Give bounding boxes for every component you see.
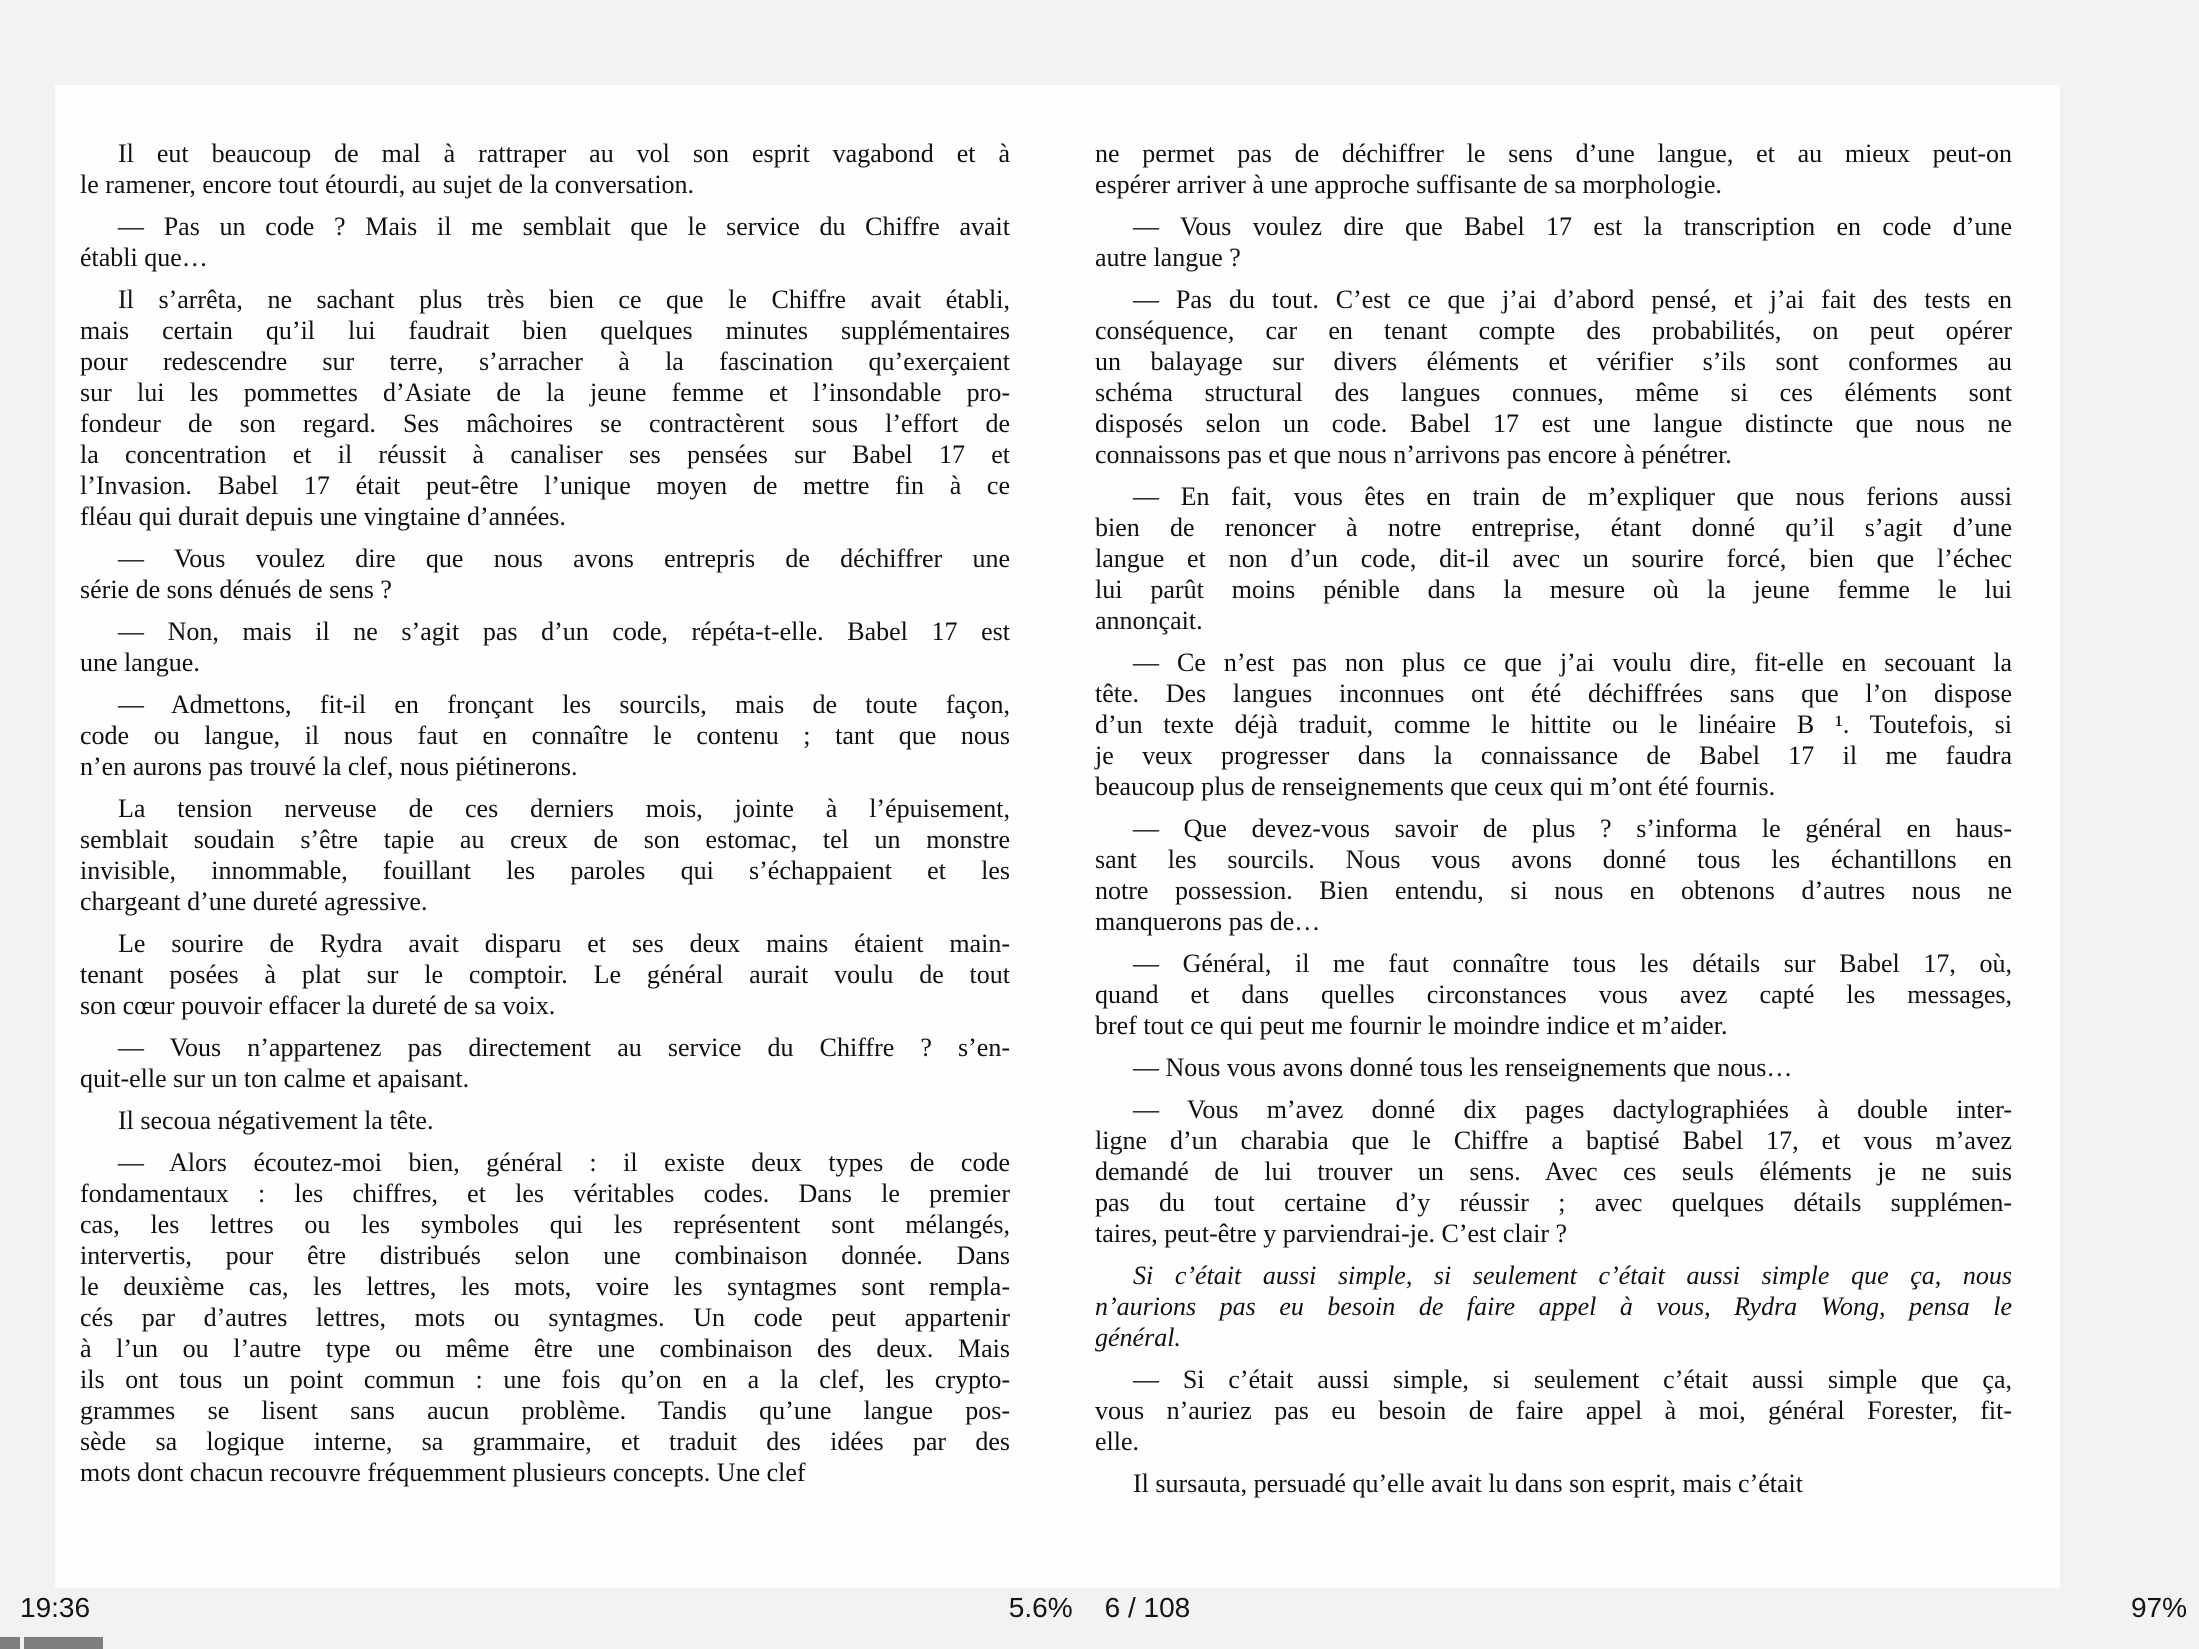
text-line: n’aurions pas eu besoin de faire appel à vous, Rydra Wong, pensa le	[1095, 1292, 2012, 1321]
text-line: d’un texte déjà traduit, comme le hittite ou le linéaire B ¹. Toutefois, si	[1095, 710, 2012, 739]
text-line: série de sons dénués de sens ?	[80, 575, 392, 604]
paragraph	[1095, 1468, 2012, 1499]
paragraph	[80, 1105, 1010, 1136]
paragraph	[1095, 284, 2012, 470]
text-line: la concentration et il réussit à canaliser ses pensées sur Babel 17 et	[80, 440, 1010, 469]
text-line: vous n’auriez pas eu besoin de faire appel à moi, général Forester, fit-	[1095, 1396, 2012, 1425]
page-indicator: 6 / 108	[1104, 1592, 1191, 1623]
text-line: — Pas du tout. C’est ce que j’ai d’abord pensé, et j’ai fait des tests en	[1133, 285, 2012, 314]
paragraph	[80, 284, 1010, 532]
text-line: l’Invasion. Babel 17 était peut-être l’unique moyen de mettre fin à ce	[80, 471, 1010, 500]
text-line: — Vous m’avez donné dix pages dactylographiées à double inter-	[1133, 1095, 2012, 1124]
paragraph	[1095, 211, 2012, 273]
text-line: son cœur pouvoir effacer la dureté de sa voix.	[80, 991, 556, 1020]
text-line: Le sourire de Rydra avait disparu et ses deux mains étaient main-	[118, 929, 1010, 958]
text-line: espérer arriver à une approche suffisante de sa morphologie.	[1095, 170, 1722, 199]
text-line: sant les sourcils. Nous vous avons donné tous les échantillons en	[1095, 845, 2012, 874]
text-line: ne permet pas de déchiffrer le sens d’une langue, et au mieux peut-on	[1095, 139, 2012, 168]
text-line: un balayage sur divers éléments et vérifier s’ils sont conformes au	[1095, 347, 2012, 376]
paragraph	[80, 211, 1010, 273]
paragraph	[1095, 1052, 2012, 1083]
clock-time: 19:36	[20, 1592, 91, 1623]
text-line: beaucoup plus de renseignements que ceux qui m’ont été fournis.	[1095, 772, 1776, 801]
text-line: à l’un ou l’autre type ou même être une combinaison des deux. Mais	[80, 1334, 1010, 1363]
text-line: Il sursauta, persuadé qu’elle avait lu dans son esprit, mais c’était	[1133, 1469, 1804, 1498]
text-line: ils ont tous un point commun : une fois qu’on en a la clef, les crypto-	[80, 1365, 1010, 1394]
paragraph	[80, 1032, 1010, 1094]
text-line: annonçait.	[1095, 606, 1203, 635]
paragraph	[1095, 813, 2012, 937]
text-line: quand et dans quelles circonstances vous avez capté les messages,	[1095, 980, 2012, 1009]
paragraph	[80, 793, 1010, 917]
text-line: pas du tout certaine d’y réussir ; avec quelques détails supplémen-	[1095, 1188, 2012, 1217]
paragraph	[80, 616, 1010, 678]
text-line: autre langue ?	[1095, 243, 1241, 272]
text-line: notre possession. Bien entendu, si nous en obtenons d’autres nous ne	[1095, 876, 2012, 905]
text-line: établi que…	[80, 243, 208, 272]
text-line: — Nous vous avons donné tous les renseignements que nous…	[1133, 1053, 1793, 1082]
text-line: lui parût moins pénible dans la mesure où la jeune femme le lui	[1095, 575, 2012, 604]
text-line: n’en aurons pas trouvé la clef, nous piétinerons.	[80, 752, 578, 781]
left-page-column[interactable]	[80, 138, 1010, 1499]
text-line: le ramener, encore tout étourdi, au sujet de la conversation.	[80, 170, 695, 199]
book-page-spread[interactable]	[55, 85, 2060, 1588]
text-line: grammes se lisent sans aucun problème. Tandis qu’une langue pos-	[80, 1396, 1010, 1425]
right-page-column[interactable]	[1095, 138, 2012, 1510]
paragraph	[1095, 138, 2012, 200]
text-line: langue et non d’un code, dit-il avec un sourire forcé, bien que l’échec	[1095, 544, 2012, 573]
text-line: elle.	[1095, 1427, 1140, 1456]
text-line: manquerons pas de…	[1095, 907, 1321, 936]
paragraph	[1095, 481, 2012, 636]
text-line: chargeant d’une dureté agressive.	[80, 887, 428, 916]
text-line: fléau qui durait depuis une vingtaine d’années.	[80, 502, 566, 531]
text-line: bien de renoncer à notre entreprise, étant donné qu’il s’agit d’une	[1095, 513, 2012, 542]
text-line: — Vous voulez dire que nous avons entrepris de déchiffrer une	[118, 544, 1010, 573]
paragraph	[80, 543, 1010, 605]
text-line: — Que devez-vous savoir de plus ? s’informa le général en haus-	[1133, 814, 2012, 843]
text-line: sède sa logique interne, sa grammaire, et traduit des idées par des	[80, 1427, 1010, 1456]
percent-read: 5.6%	[1008, 1592, 1073, 1623]
paragraph	[1095, 647, 2012, 802]
text-line: — Vous n’appartenez pas directement au service du Chiffre ? s’en-	[118, 1033, 1010, 1062]
paragraph	[80, 1147, 1010, 1488]
text-line: Il s’arrêta, ne sachant plus très bien ce que le Chiffre avait établi,	[118, 285, 1010, 314]
paragraph	[1095, 1364, 2012, 1457]
text-line: invisible, innommable, fouillant les paroles qui s’échappaient et les	[80, 856, 1010, 885]
text-line: — Alors écoutez-moi bien, général : il existe deux types de code	[118, 1148, 1010, 1177]
text-line: — Pas un code ? Mais il me semblait que le service du Chiffre avait	[118, 212, 1010, 241]
paragraph	[80, 138, 1010, 200]
text-line: disposés selon un code. Babel 17 est une langue distincte que nous ne	[1095, 409, 2012, 438]
text-line: fondamentaux : les chiffres, et les véritables codes. Dans le premier	[80, 1179, 1010, 1208]
text-line: — Si c’était aussi simple, si seulement c’était aussi simple que ça,	[1133, 1365, 2012, 1394]
text-line: Il secoua négativement la tête.	[118, 1106, 434, 1135]
text-line: mais certain qu’il lui faudrait bien quelques minutes supplémentaires	[80, 316, 1010, 345]
text-line: taires, peut-être y parviendrai-je. C’est clair ?	[1095, 1219, 1568, 1248]
text-line: tenant posées à plat sur le comptoir. Le général aurait voulu de tout	[80, 960, 1010, 989]
reading-position	[0, 1592, 2199, 1624]
text-line: je veux progresser dans la connaissance de Babel 17 il me faudra	[1095, 741, 2012, 770]
book-progress-bar[interactable]	[0, 1637, 2199, 1649]
text-line: une langue.	[80, 648, 200, 677]
text-line: fondeur de son regard. Ses mâchoires se contractèrent sous l’effort de	[80, 409, 1010, 438]
text-line: ligne d’un charabia que le Chiffre a baptisé Babel 17, et vous m’avez	[1095, 1126, 2012, 1155]
text-line: schéma structural des langues connues, même si ces éléments sont	[1095, 378, 2012, 407]
text-line: intervertis, pour être distribués selon une combinaison donnée. Dans	[80, 1241, 1010, 1270]
paragraph	[80, 928, 1010, 1021]
text-line: — Ce n’est pas non plus ce que j’ai voulu dire, fit-elle en secouant la	[1133, 648, 2012, 677]
text-line: bref tout ce qui peut me fournir le moindre indice et m’aider.	[1095, 1011, 1728, 1040]
text-line: semblait soudain s’être tapie au creux de son estomac, tel un monstre	[80, 825, 1010, 854]
text-line: — Admettons, fit-il en fronçant les sourcils, mais de toute façon,	[118, 690, 1010, 719]
paragraph	[1095, 1094, 2012, 1249]
text-line: cés par d’autres lettres, mots ou syntagmes. Un code peut appartenir	[80, 1303, 1010, 1332]
text-line: conséquence, car en tenant compte des probabilités, on peut opérer	[1095, 316, 2012, 345]
text-line: le deuxième cas, les lettres, les mots, voire les syntagmes sont rempla-	[80, 1272, 1010, 1301]
paragraph	[1095, 1260, 2012, 1353]
text-line: — En fait, vous êtes en train de m’expliquer que nous ferions aussi	[1133, 482, 2012, 511]
text-line: Il eut beaucoup de mal à rattraper au vol son esprit vagabond et à	[118, 139, 1010, 168]
text-line: — Non, mais il ne s’agit pas d’un code, répéta-t-elle. Babel 17 est	[118, 617, 1010, 646]
battery-level: 97%	[2130, 1592, 2187, 1623]
progress-fill	[0, 1637, 103, 1649]
text-line: sur lui les pommettes d’Asiate de la jeune femme et l’insondable pro-	[80, 378, 1010, 407]
paragraph	[80, 689, 1010, 782]
text-line: pour redescendre sur terre, s’arracher à la fascination qu’exerçaient	[80, 347, 1010, 376]
text-line: mots dont chacun recouvre fréquemment plusieurs concepts. Une clef	[80, 1458, 806, 1487]
text-line: Si c’était aussi simple, si seulement c’était aussi simple que ça, nous	[1133, 1261, 2012, 1290]
text-line: quit-elle sur un ton calme et apaisant.	[80, 1064, 470, 1093]
text-line: code ou langue, il nous faut en connaître le contenu ; tant que nous	[80, 721, 1010, 750]
status-bar	[0, 1590, 2199, 1628]
text-line: tête. Des langues inconnues ont été déchiffrées sans que l’on dispose	[1095, 679, 2012, 708]
text-line: demandé de lui trouver un sens. Avec ces seuls éléments je ne suis	[1095, 1157, 2012, 1186]
text-line: — Vous voulez dire que Babel 17 est la transcription en code d’une	[1133, 212, 2012, 241]
text-line: — Général, il me faut connaître tous les détails sur Babel 17, où,	[1133, 949, 2012, 978]
text-line: La tension nerveuse de ces derniers mois, jointe à l’épuisement,	[118, 794, 1010, 823]
text-line: général.	[1095, 1323, 1181, 1352]
paragraph	[1095, 948, 2012, 1041]
text-line: connaissons pas et que nous n’arrivons pas encore à pénétrer.	[1095, 440, 1732, 469]
text-line: cas, les lettres ou les symboles qui les représentent sont mélangés,	[80, 1210, 1010, 1239]
chapter-tick	[20, 1637, 24, 1649]
